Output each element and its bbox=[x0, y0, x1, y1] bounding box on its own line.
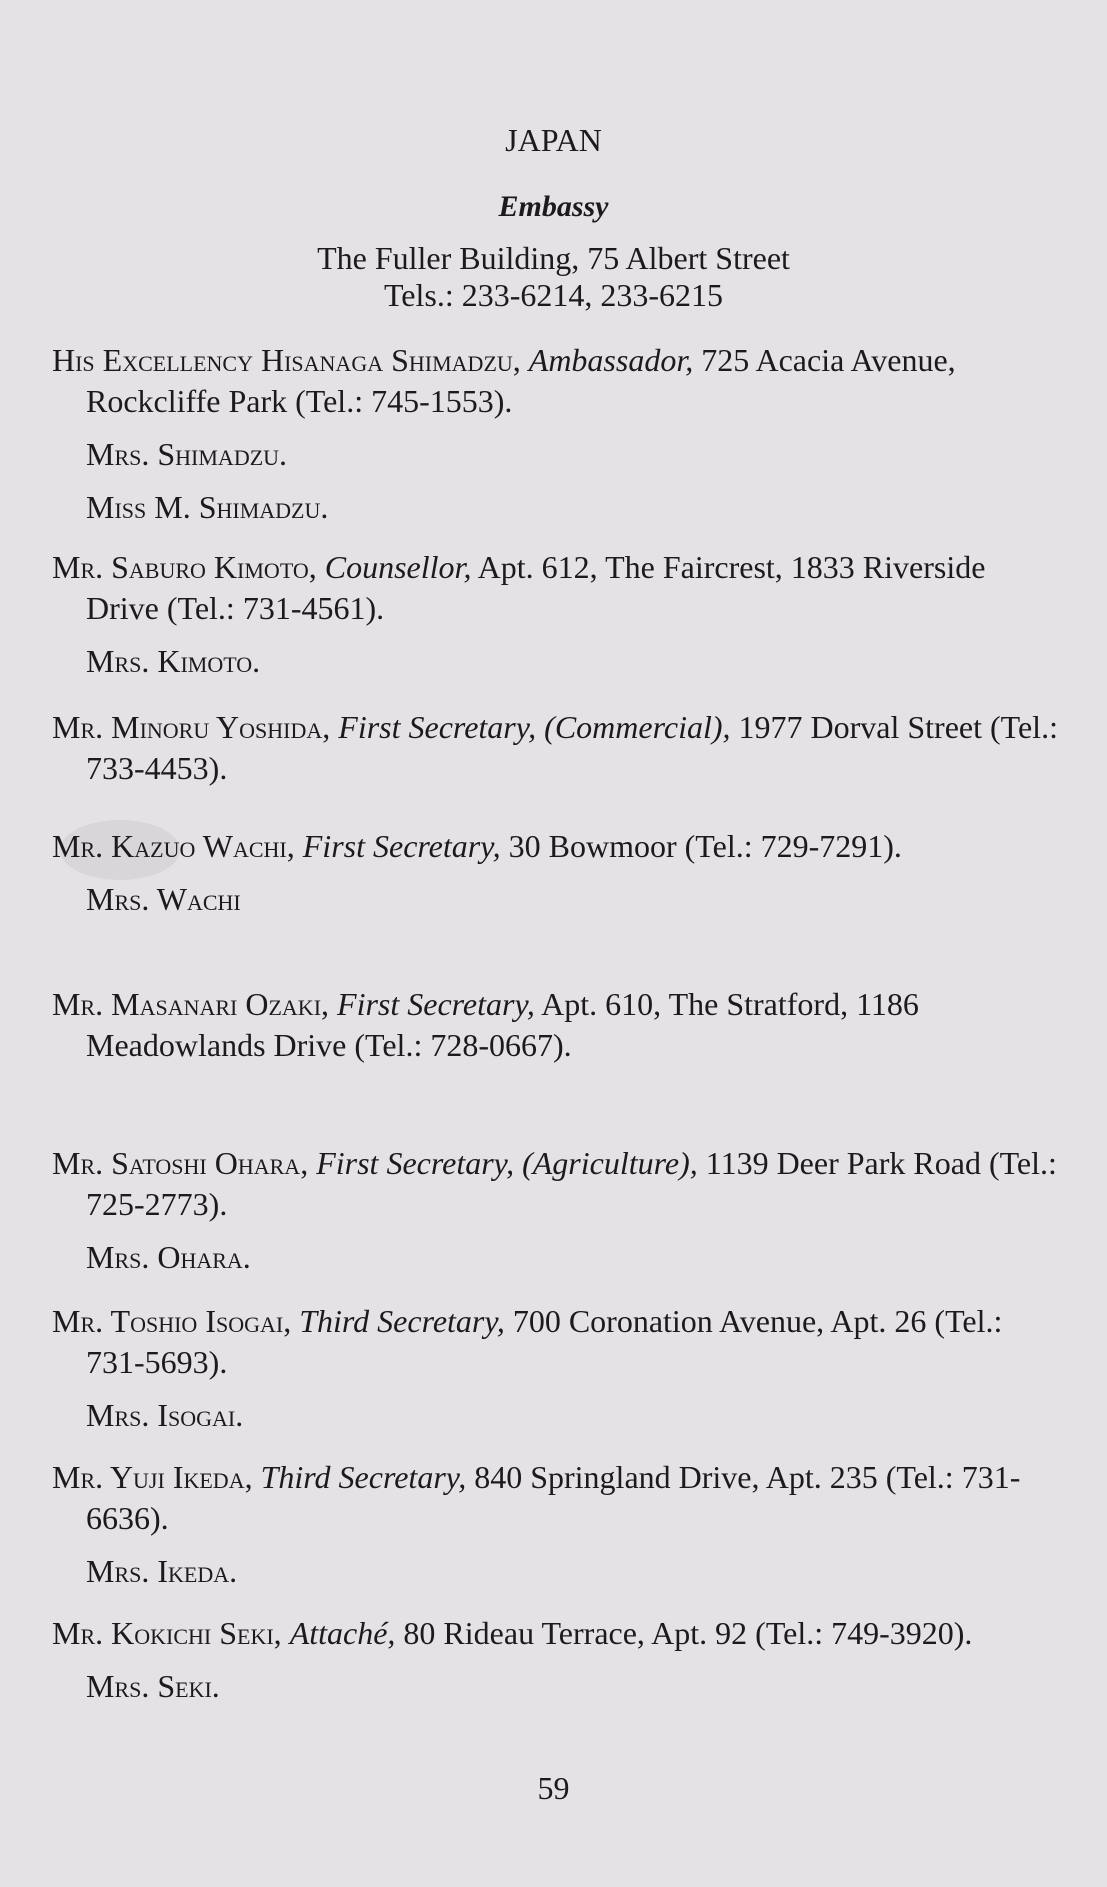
person-name: Mr. Kazuo Wachi, bbox=[52, 828, 295, 864]
directory-entry bbox=[52, 1301, 1062, 1436]
directory-entry bbox=[52, 826, 1062, 920]
person-name: Mr. Satoshi Ohara, bbox=[52, 1145, 309, 1181]
entry-main-line bbox=[52, 1301, 1062, 1383]
directory-entry bbox=[52, 1457, 1062, 1592]
person-title: First Secretary, bbox=[302, 828, 501, 864]
person-title: First Secretary, (Agriculture), bbox=[316, 1145, 698, 1181]
person-address: 700 Coronation Avenue, Apt. 26 (Tel.: 731-5693). bbox=[86, 1303, 1003, 1380]
embassy-subheading: Embassy bbox=[498, 190, 609, 223]
directory-entry bbox=[52, 547, 1062, 682]
person-name: Mr. Kokichi Seki, bbox=[52, 1615, 282, 1651]
entry-main-line bbox=[52, 1457, 1062, 1539]
spouse-line: Mrs. Ohara. bbox=[86, 1239, 251, 1275]
spouse-line: Mrs. Kimoto. bbox=[86, 643, 261, 679]
entry-main-line bbox=[52, 826, 1062, 867]
spouse-line: Mrs. Seki. bbox=[86, 1668, 220, 1704]
entry-main-line bbox=[52, 547, 1062, 629]
entry-main-line bbox=[52, 1143, 1062, 1225]
spouse-line: Mrs. Ikeda. bbox=[86, 1553, 238, 1589]
entry-main-line bbox=[52, 984, 1062, 1066]
entry-main-line bbox=[52, 707, 1062, 789]
spouse-line: Mrs. Wachi bbox=[86, 881, 241, 917]
person-name: Mr. Masanari Ozaki, bbox=[52, 986, 330, 1022]
person-title: Third Secretary, bbox=[260, 1459, 467, 1495]
person-address: Apt. 612, The Faircrest, 1833 Riverside Drive (Tel.: 731-4561). bbox=[86, 549, 986, 626]
directory-entry bbox=[52, 984, 1062, 1066]
entry-main-line bbox=[52, 340, 1062, 422]
person-address: 30 Bowmoor (Tel.: 729-7291). bbox=[508, 828, 902, 864]
person-address: 80 Rideau Terrace, Apt. 92 (Tel.: 749-3920). bbox=[403, 1615, 973, 1651]
spouse-line: Mrs. Isogai. bbox=[86, 1397, 244, 1433]
person-title: Attaché, bbox=[289, 1615, 396, 1651]
person-name: His Excellency Hisanaga Shimadzu, bbox=[52, 342, 521, 378]
entry-main-line bbox=[52, 1613, 1062, 1654]
person-name: Mr. Toshio Isogai, bbox=[52, 1303, 292, 1339]
country-heading: JAPAN bbox=[505, 122, 602, 158]
person-name: Mr. Saburo Kimoto, bbox=[52, 549, 317, 585]
person-title: First Secretary, bbox=[337, 986, 535, 1022]
person-name: Mr. Minoru Yoshida, bbox=[52, 709, 331, 745]
directory-entry bbox=[52, 1143, 1062, 1278]
person-address: Apt. 610, The Stratford, 1186 Meadowlands Drive (Tel.: 728-0667). bbox=[86, 986, 919, 1063]
embassy-address: The Fuller Building, 75 Albert Street bbox=[317, 240, 790, 276]
spouse-line: Mrs. Shimadzu. bbox=[86, 436, 288, 472]
person-title: Ambassador, bbox=[528, 342, 694, 378]
page-number: 59 bbox=[537, 1770, 570, 1806]
person-title: Third Secretary, bbox=[299, 1303, 505, 1339]
person-title: Counsellor, bbox=[324, 549, 472, 585]
person-address: 1977 Dorval Street (Tel.: 733-4453). bbox=[86, 709, 1058, 786]
spouse-line: Miss M. Shimadzu. bbox=[86, 489, 329, 525]
directory-entry bbox=[52, 707, 1062, 789]
embassy-telephones: Tels.: 233-6214, 233-6215 bbox=[383, 277, 724, 313]
directory-entry bbox=[52, 340, 1062, 528]
person-title: First Secretary, (Commercial), bbox=[338, 709, 731, 745]
person-address: 840 Springland Drive, Apt. 235 (Tel.: 731-6636). bbox=[86, 1459, 1021, 1536]
person-name: Mr. Yuji Ikeda, bbox=[52, 1459, 253, 1495]
person-address: 725 Acacia Avenue, Rockcliffe Park (Tel.: 745-1553). bbox=[86, 342, 956, 419]
directory-entry bbox=[52, 1613, 1062, 1707]
person-address: 1139 Deer Park Road (Tel.: 725-2773). bbox=[86, 1145, 1057, 1222]
